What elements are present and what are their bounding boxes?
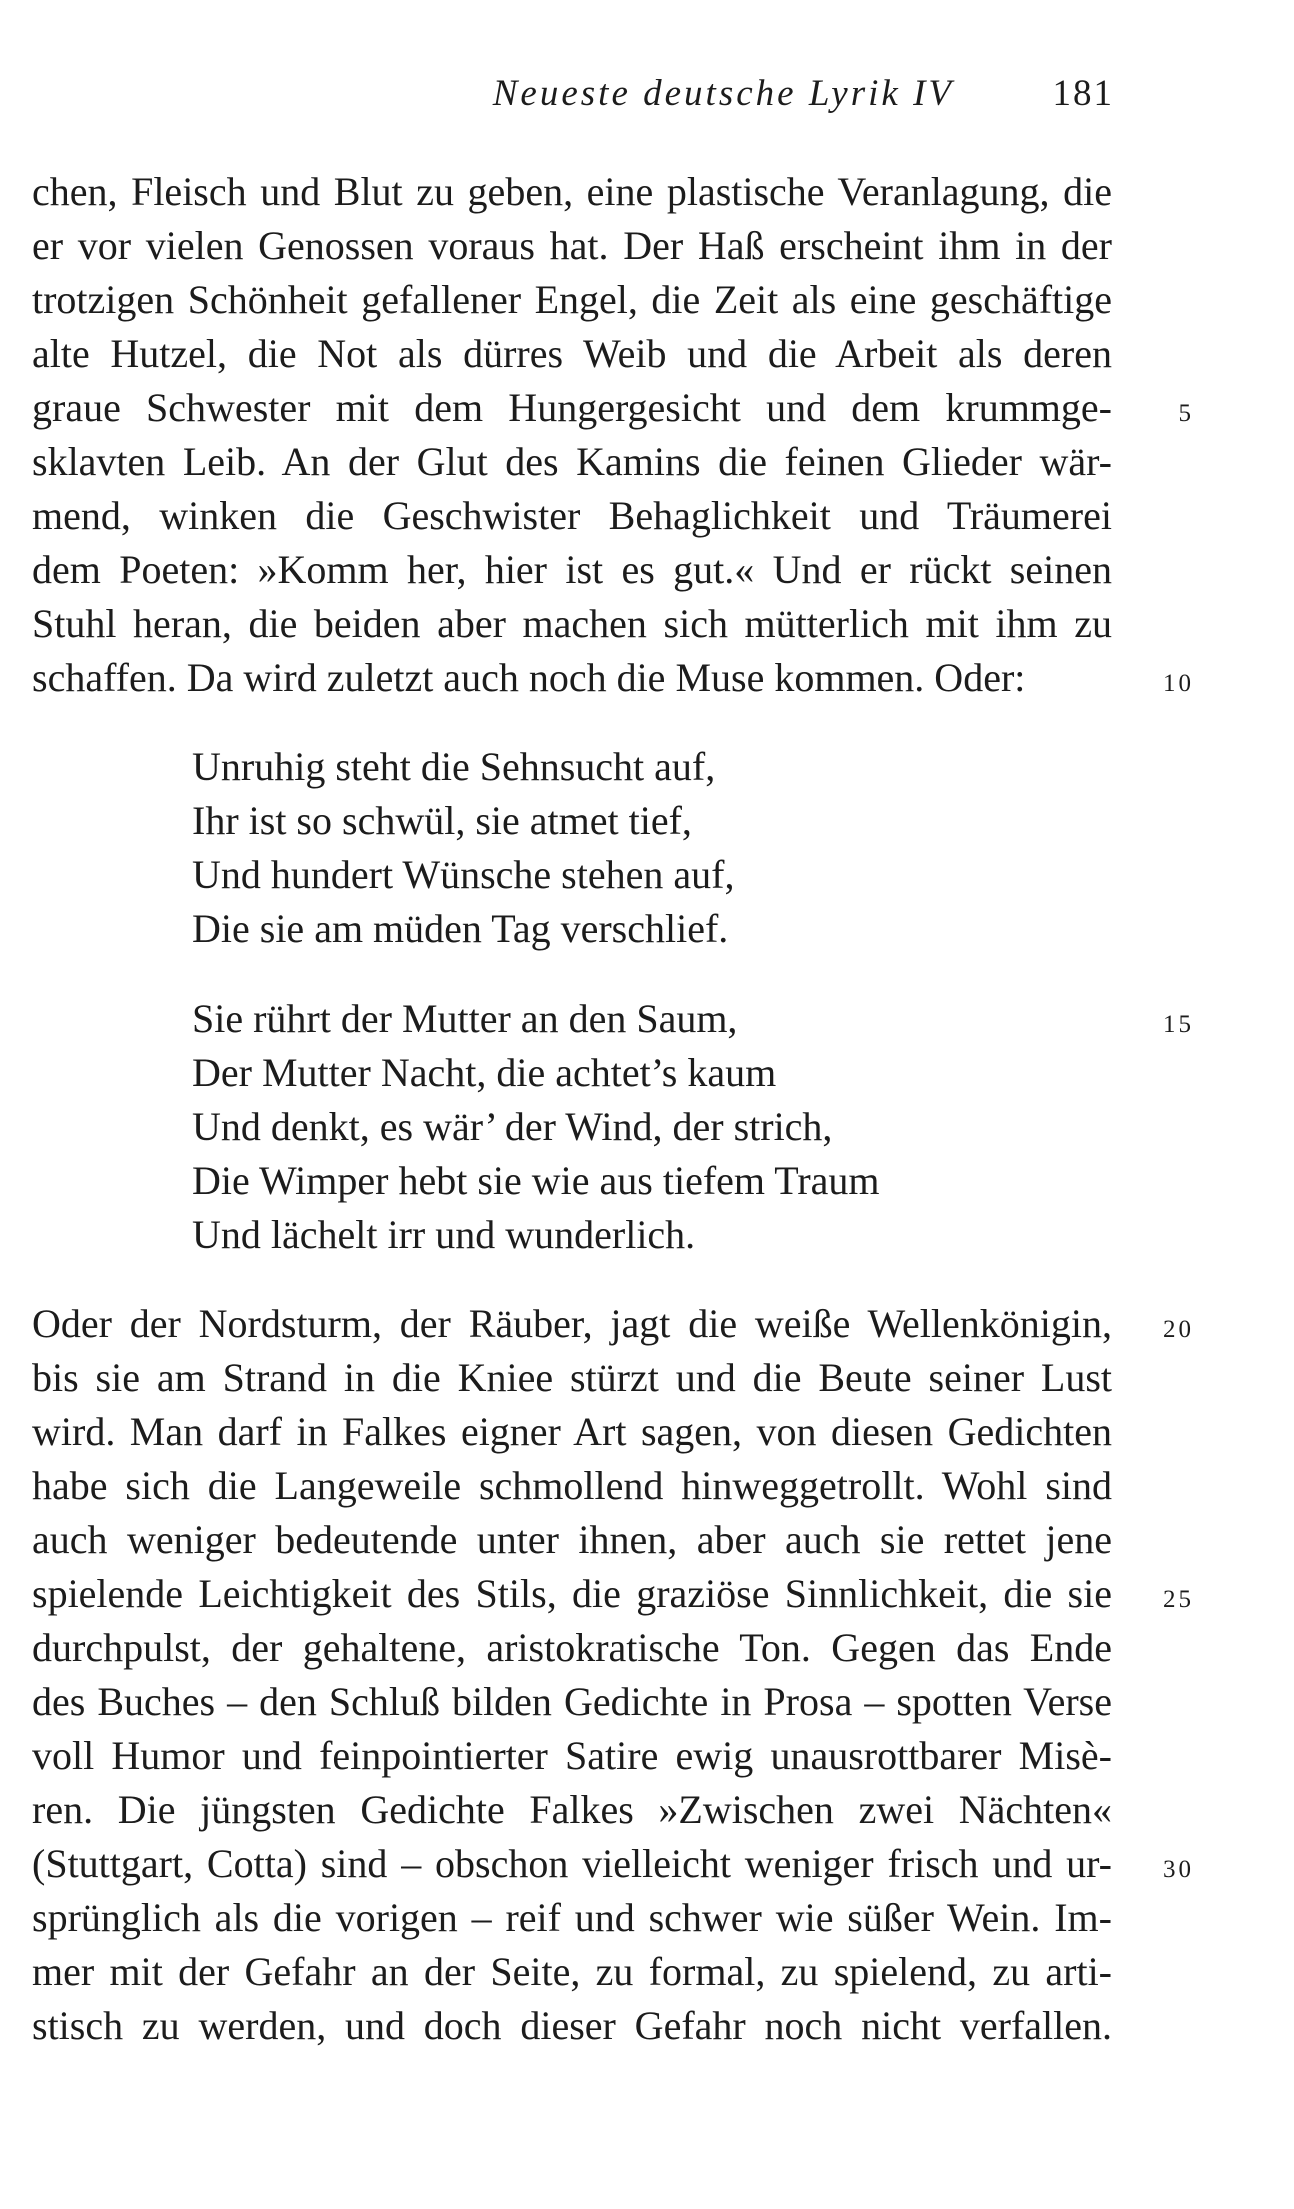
running-head bbox=[0, 72, 1294, 122]
text-line: des Buches – den Schluß bilden Gedichte in Prosa – spotten Verse bbox=[32, 1679, 1112, 1724]
text-line: sprünglich als die vorigen – reif und schwer wie süßer Wein. Im- bbox=[32, 1895, 1112, 1940]
text-line: wird. Man darf in Falkes eigner Art sagen, von diesen Gedichten bbox=[32, 1409, 1112, 1454]
text-line: alte Hutzel, die Not als dürres Weib und die Arbeit als deren bbox=[32, 331, 1112, 376]
verse-line: Die Wimper hebt sie wie aus tiefem Traum bbox=[192, 1158, 880, 1203]
text-line: chen, Fleisch und Blut zu geben, eine plastische Veranlagung, die bbox=[32, 169, 1112, 214]
text-line: bis sie am Strand in die Kniee stürzt und die Beute seiner Lust bbox=[32, 1355, 1112, 1400]
verse-line: Ihr ist so schwül, sie atmet tief, bbox=[192, 798, 692, 843]
text-line: voll Humor und feinpointierter Satire ewig unausrottbarer Misè- bbox=[32, 1733, 1112, 1778]
text-line: stisch zu werden, und doch dieser Gefahr noch nicht verfallen. bbox=[32, 2003, 1112, 2048]
verse-line: Sie rührt der Mutter an den Saum, bbox=[192, 996, 738, 1041]
running-title: Neueste deutsche Lyrik IV bbox=[492, 73, 954, 114]
line-number: 10 bbox=[1163, 670, 1194, 697]
line-number: 5 bbox=[1178, 400, 1194, 427]
text-line: mend, winken die Geschwister Behaglichkeit und Träumerei bbox=[32, 493, 1112, 538]
verse-line: Der Mutter Nacht, die achtet’s kaum bbox=[192, 1050, 777, 1095]
text-line: spielende Leichtigkeit des Stils, die graziöse Sinnlichkeit, die sie bbox=[32, 1571, 1112, 1616]
verse-line: Die sie am müden Tag verschlief. bbox=[192, 906, 729, 951]
text-line: graue Schwester mit dem Hungergesicht und dem krummge- bbox=[32, 385, 1112, 430]
verse-line: Und lächelt irr und wunderlich. bbox=[192, 1212, 696, 1257]
text-line: Oder der Nordsturm, der Räuber, jagt die weiße Wellenkönigin, bbox=[32, 1301, 1112, 1346]
text-line: (Stuttgart, Cotta) sind – obschon vielleicht weniger frisch und ur- bbox=[32, 1841, 1112, 1886]
text-line: durchpulst, der gehaltene, aristokratische Ton. Gegen das Ende bbox=[32, 1625, 1112, 1670]
page-number: 181 bbox=[1052, 73, 1114, 114]
text-line: Stuhl heran, die beiden aber machen sich mütterlich mit ihm zu bbox=[32, 601, 1112, 646]
line-number: 20 bbox=[1163, 1316, 1194, 1343]
line-number: 15 bbox=[1163, 1011, 1194, 1038]
line-number: 25 bbox=[1163, 1586, 1194, 1613]
line-number: 30 bbox=[1163, 1856, 1194, 1883]
verse-line: Und denkt, es wär’ der Wind, der strich, bbox=[192, 1104, 833, 1149]
text-line: er vor vielen Genossen voraus hat. Der Haß erscheint ihm in der bbox=[32, 223, 1112, 268]
text-line: trotzigen Schönheit gefallener Engel, die Zeit als eine geschäftige bbox=[32, 277, 1112, 322]
text-line: auch weniger bedeutende unter ihnen, aber auch sie rettet jene bbox=[32, 1517, 1112, 1562]
text-line: mer mit der Gefahr an der Seite, zu formal, zu spielend, zu arti- bbox=[32, 1949, 1112, 1994]
text-line: sklavten Leib. An der Glut des Kamins die feinen Glieder wär- bbox=[32, 439, 1112, 484]
verse-line: Und hundert Wünsche stehen auf, bbox=[192, 852, 735, 897]
text-line: ren. Die jüngsten Gedichte Falkes »Zwischen zwei Nächten« bbox=[32, 1787, 1112, 1832]
text-line: schaffen. Da wird zuletzt auch noch die Muse kommen. Oder: bbox=[32, 655, 1026, 700]
text-line: dem Poeten: »Komm her, hier ist es gut.« Und er rückt seinen bbox=[32, 547, 1112, 592]
text-line: habe sich die Langeweile schmollend hinweggetrollt. Wohl sind bbox=[32, 1463, 1112, 1508]
verse-line: Unruhig steht die Sehnsucht auf, bbox=[192, 744, 716, 789]
